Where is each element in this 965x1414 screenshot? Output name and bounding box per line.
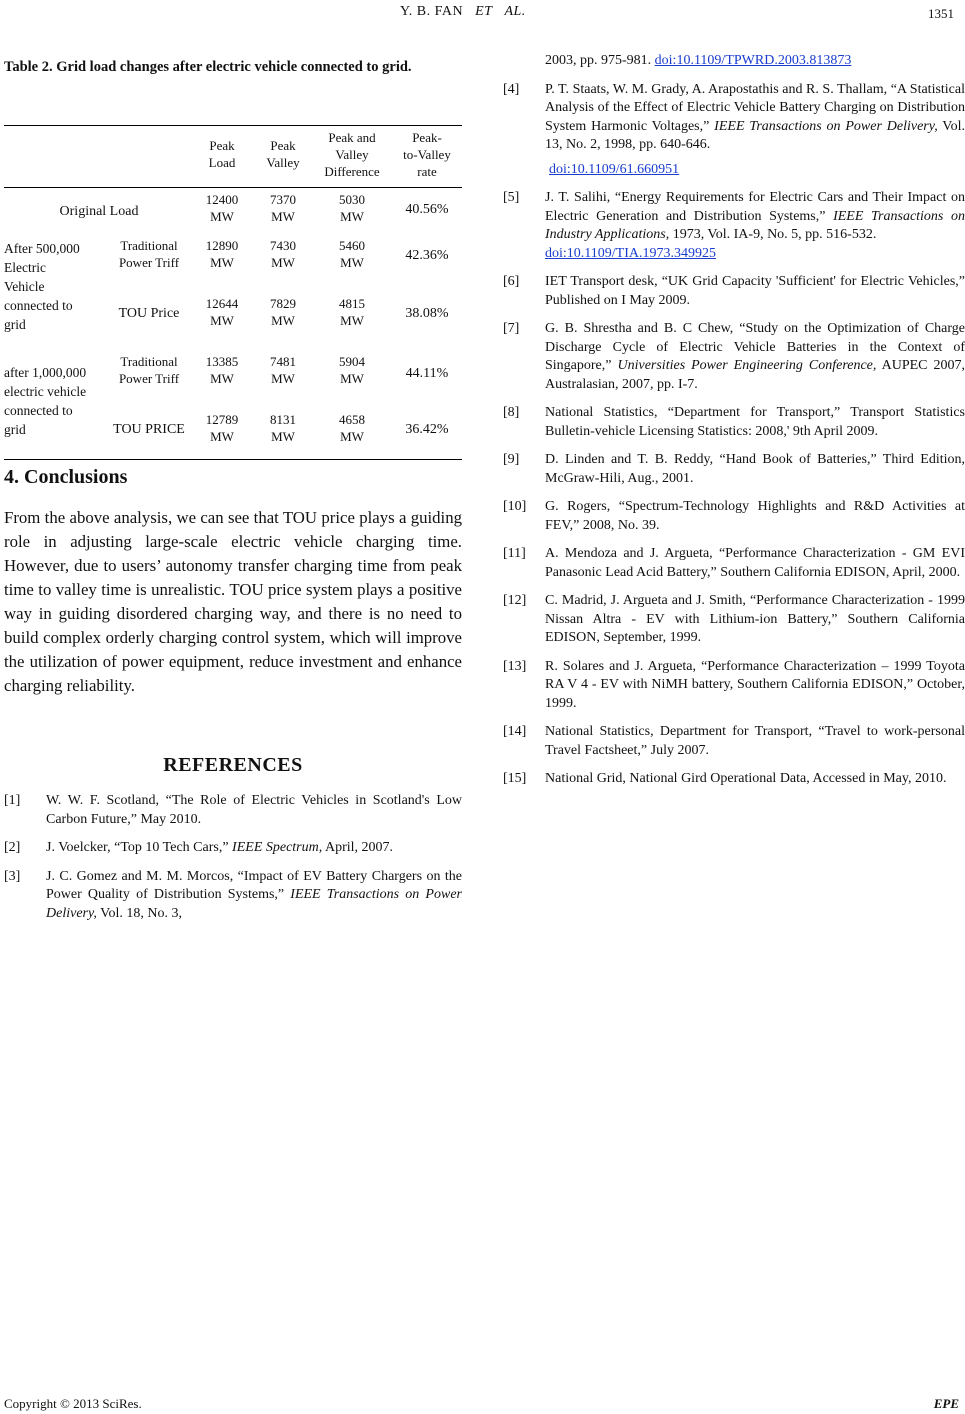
row-label-original: Original Load [59,204,139,219]
reference-item: [9] D. Linden and T. B. Reddy, “Hand Book of Batteries,” Third Edition, McGraw-Hili, Aug., 2001. [503,452,965,486]
1m-tou-peak-load: 12789 MW [205,412,239,444]
sub-label-1m-tou: TOU PRICE [113,422,185,437]
reference-item: [8] National Statistics, “Department for Transport,” Transport Statistics Bulletin-vehicle Licensing Statistics: 2008,' 9th April 2009. [503,405,965,439]
col-header-peak-load: Peak Load [208,138,236,170]
500k-tou-peak-load: 12644 MW [205,296,239,328]
original-peak-valley: 7370 MW [270,192,296,224]
original-difference: 5030 MW [339,192,365,224]
left-column [4,58,462,1378]
500k-tou-difference: 4815 MW [339,296,365,328]
header-author-al: AL. [504,4,526,19]
500k-traditional-difference: 5460 MW [339,238,365,270]
conclusions-paragraph: From the above analysis, we can see that TOU price plays a guiding role in adjusting large-scale electric vehicle charging time. However, due to users’ autonomy transfer charging time from peak time to valley time is unrealistic. TOU price system plays a positive way in guiding disordered charging way, and there is no need to build complex orderly charging control system, which will improve the utilization of power equipment, reduce investment and enhance charging reliability. [4,508,462,695]
references-heading: REFERENCES [163,754,303,776]
1m-tou-rate: 36.42% [405,422,449,437]
500k-tou-peak-valley: 7829 MW [270,296,296,328]
500k-traditional-rate: 42.36% [405,248,449,263]
section-title-conclusions: 4. Conclusions [4,466,128,488]
page-number: 1351 [928,6,954,21]
table-bottom-rule [4,459,462,460]
header-author-et: ET [475,4,493,19]
grid-load-table [4,91,462,444]
col-header-difference: Peak and Valley Difference [324,130,380,179]
reference-item: [6] IET Transport desk, “UK Grid Capacity 'Sufficient' for Electric Vehicles,” Published on I May 2009. [503,274,965,308]
references-list-left [4,792,462,933]
1m-traditional-peak-valley: 7481 MW [270,354,296,386]
sub-label-500k-traditional: Traditional Power Triff [118,238,180,270]
reference-item: [2] J. Voelcker, “Top 10 Tech Cars,” IEEE Spectrum, April, 2007. [4,840,394,855]
reference-item: [10] G. Rogers, “Spectrum-Technology Highlights and R&D Activities at FEV,” 2008, No. 39. [503,499,965,533]
footer-copyright: Copyright © 2013 SciRes. [4,1396,142,1411]
reference-item: [14] National Statistics, Department for Transport, “Travel to work-personal Travel Factsheet,” July 2007. [503,724,965,758]
500k-tou-rate: 38.08% [405,306,449,321]
1m-traditional-difference: 5904 MW [339,354,365,386]
header-author-name: Y. B. FAN [400,4,464,19]
col-header-peak-valley: Peak Valley [266,138,300,170]
col-header-rate: Peak- to-Valley rate [403,130,451,179]
row-label-500k: After 500,000 Electric Vehicle connected to grid [4,241,80,332]
doi-link[interactable]: doi:10.1109/TPWRD.2003.813873 [654,53,852,68]
500k-traditional-peak-load: 12890 MW [205,238,239,270]
doi-link[interactable]: doi:10.1109/61.660951 [549,161,680,177]
1m-tou-difference: 4658 MW [339,412,365,444]
reference-item: [4] P. T. Staats, W. M. Grady, A. Arapostathis and R. S. Thallam, “A Statistical Analysis of the Effect of Electric Vehicle Battery Charging on Distribution System Harmonic Voltages,” IEEE Transactions on Power Delivery, Vol. 13, No. 2, 1998, pp. 640-646. doi:10.1109/61.660951 [503,81,965,180]
right-column [503,52,965,799]
reference-item: [5] J. T. Salihi, “Energy Requirements for Electric Cars and Their Impact on Electric Generation and Distribution Systems,” IEEE Transactions on Industry Applications, 1973, Vol. IA-9, No. 5, pp. 516-532. doi:10.1109/TIA.1973.349925 [503,190,965,261]
reference-item: [7] G. B. Shrestha and B. C Chew, “Study on the Optimization of Charge Discharge Cycle of Electric Vehicle Batteries in the Context of Singapore,” Universities Power Engineering Conference, AUPEC 2007, Australasian, 2007, pp. I-7. [503,321,965,392]
sub-label-1m-traditional: Traditional Power Triff [118,354,180,386]
original-peak-load: 12400 MW [205,192,239,224]
reference-item: [3] J. C. Gomez and M. M. Morcos, “Impact of EV Battery Chargers on the Power Quality of Distribution Systems,” IEEE Transactions on Power Delivery, Vol. 18, No. 3, [4,868,462,921]
reference-item: [13] R. Solares and J. Argueta, “Performance Characterization – 1999 Toyota RA V 4 - EV with NiMH battery, Southern California EDISON,” October, 1999. [503,658,965,711]
reference-item: [12] C. Madrid, J. Argueta and J. Smith, “Performance Characterization - 1999 Nissan Altra - EV with Lithium-ion Battery,” Southern California EDISON, September, 1999. [503,593,965,645]
500k-traditional-peak-valley: 7430 MW [270,238,296,270]
sub-label-500k-tou: TOU Price [118,306,180,321]
footer-journal: EPE [933,1396,959,1411]
1m-tou-peak-valley: 8131 MW [270,412,296,444]
reference-item: [1] W. W. F. Scotland, “The Role of Electric Vehicles in Scotland's Low Carbon Future,” May 2010. [4,793,462,827]
1m-traditional-rate: 44.11% [405,366,449,381]
original-rate: 40.56% [405,202,449,217]
reference-item: [15] National Grid, National Gird Operational Data, Accessed in May, 2010. [503,771,947,786]
table-caption: Table 2. Grid load changes after electric vehicle connected to grid. [4,59,412,75]
running-header [400,4,526,20]
row-label-1m: after 1,000,000 electric vehicle connected to grid [4,365,87,437]
reference-item-continued: 2003, pp. 975-981. doi:10.1109/TPWRD.2003.813873 [545,53,852,68]
table-top-rule [4,125,462,126]
reference-item: [11] A. Mendoza and J. Argueta, “Performance Characterization - GM EVI Panasonic Lead Acid Battery,” Southern California EDISON, April, 2000. [503,546,965,580]
table-header-rule [4,187,462,188]
1m-traditional-peak-load: 13385 MW [205,354,239,386]
doi-link[interactable]: doi:10.1109/TIA.1973.349925 [545,245,716,261]
